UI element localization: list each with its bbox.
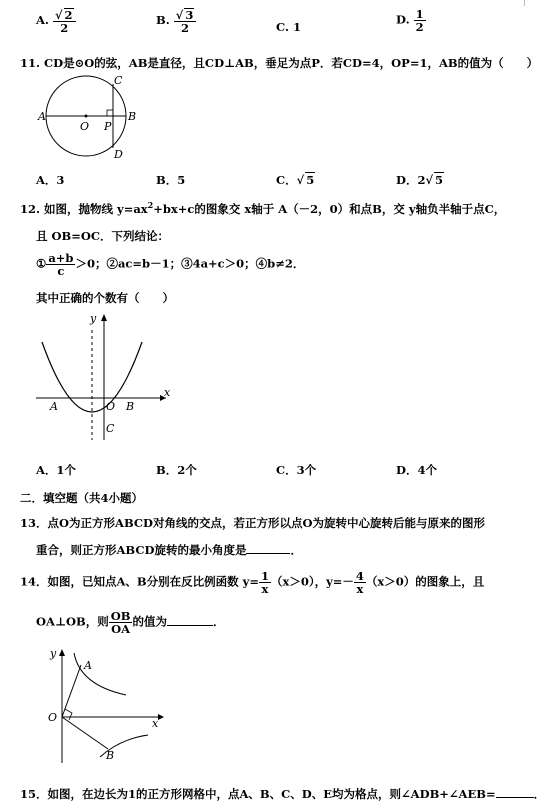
q14-fraction-1: $\frac{1}{x}$	[260, 569, 269, 597]
q11-label-d: D	[114, 148, 123, 161]
q12-fraction: $\frac{a+b}{c}$	[48, 251, 74, 279]
q12-option-d: D．4个	[396, 463, 437, 477]
q12-label-c: C	[106, 422, 115, 435]
q11-option-b: B．5	[156, 173, 186, 187]
q11-label-b: B	[128, 110, 137, 123]
q11-label-p: P	[104, 120, 112, 133]
q14-label-b: B	[106, 749, 115, 762]
q12-line1: 12. 如图，抛物线 $y=ax^2+bx+c$的图象交 x轴于 A（－2，0）和点B，交 y轴负半轴于点C，	[20, 200, 506, 216]
page-corner-mark	[524, 0, 525, 6]
q10-d-fraction: $\frac{1}{2}$	[415, 7, 424, 35]
q14-line1: 14．如图，已知点A、B分别在反比例函数 y= $\frac{1}{x}$ （x＞0），y=－ $\frac{4}{x}$ （x＞0）的图象上，且	[20, 569, 485, 597]
q15-answer-blank[interactable]	[496, 786, 534, 798]
q10-b-fraction: $\frac{√ 3}{2}$	[174, 8, 197, 34]
q12-label-b: B	[126, 400, 135, 413]
q11-label-o: O	[80, 120, 90, 133]
q12-parabola-figure	[36, 312, 176, 442]
q10-option-b: B. $\frac{√ 3}{2}$	[156, 8, 196, 34]
q13-line1: 13．点O为正方形ABCD对角线的交点，若正方形以点O为旋转中心旋转后能与原来的图形	[20, 516, 486, 530]
q10-option-c: C. 1	[276, 20, 301, 34]
q12-option-b: B．2个	[156, 463, 197, 477]
q12-label-o: O	[106, 400, 116, 413]
q13-answer-blank[interactable]	[246, 542, 290, 554]
q11-label-c: C	[114, 74, 123, 87]
q13-line2: 重合，则正方形ABCD旋转的最小角度是 ．	[36, 543, 302, 557]
section-title: 二．填空题（共4小题）	[20, 491, 144, 505]
q10-option-d: D. $\frac{1}{2}$	[396, 7, 424, 35]
q14-label-o: O	[48, 711, 58, 724]
q11-label-a: A	[38, 110, 46, 123]
q14-line2: OA⊥OB，则 $\frac{OB}{OA}$ 的值为 ．	[36, 609, 225, 637]
q11-option-a: A．3	[36, 173, 65, 187]
q14-hyperbola-figure	[36, 645, 166, 770]
q12-option-a: A．1个	[36, 463, 76, 477]
q11-circle-figure	[30, 72, 140, 162]
q14-fraction-2: $\frac{4}{x}$	[355, 569, 364, 597]
q10-a-fraction: $\frac{√ 2}{2}$	[53, 8, 76, 34]
q12-label-y: y	[90, 312, 97, 325]
q12-option-c: C．3个	[276, 463, 317, 477]
q14-label-y: y	[50, 647, 57, 660]
q11-option-c: C．√ 5	[276, 173, 315, 187]
q12-line2: 且 OB=OC．下列结论：	[36, 229, 170, 243]
q11-option-d: D．2√ 5	[396, 173, 444, 187]
q12-label-x: x	[164, 386, 171, 399]
q12-label-a: A	[50, 400, 58, 413]
q12-line4: 其中正确的个数有（ ）	[36, 291, 174, 305]
q14-label-x: x	[152, 717, 159, 730]
q15-line: 15．如图，在边长为1的正方形网格中，点A、B、C、D、E均为格点，则∠ADB+∠AEB= ．	[20, 787, 545, 801]
q14-label-a: A	[84, 659, 92, 672]
q11-stem: 11. CD是⊙O的弦，AB是直径，且CD⊥AB，垂足为点P．若CD=4，OP=1，AB的值为（ ）	[20, 56, 539, 70]
q10-option-a: A. $\frac{√ 2}{2}$	[36, 8, 76, 34]
q14-fraction-3: $\frac{OB}{OA}$	[110, 609, 131, 637]
q14-answer-blank[interactable]	[167, 614, 213, 626]
q12-conclusions: ① $\frac{a+b}{c}$ ＞0；②ac=b－1；③4a+c＞0；④b≠2．	[36, 251, 305, 279]
